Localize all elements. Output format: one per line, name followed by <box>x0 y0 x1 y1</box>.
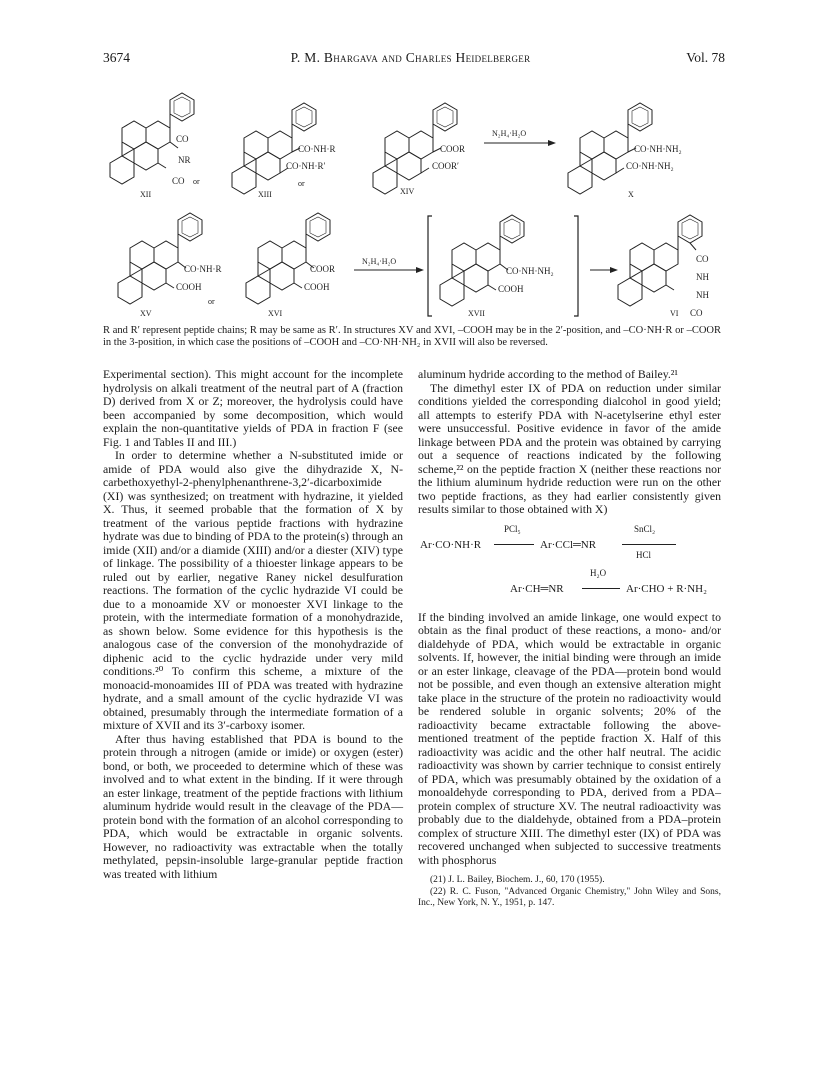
structure-XVII-group-1: CO·NH·NH₂ <box>506 266 554 276</box>
structure-XVII-group-2: COOH <box>498 284 524 294</box>
left-paragraph-2: In order to determine whether a N-substituted imide or amide of PDA would also give the dihydrazide X, N-carbethoxyethyl-2-phenylphenanthrene-3,2′-dicarboximide (XI) was synthesized; on treatment with hydrazine, it yielded X. Thus, it seemed probable that the formation of X by treatment of the various peptide fractions with hydrazine hydrate was due to binding of PDA to the protein(s) through an imide (XII) and/or a diamide (XIII) and/or a diester (XIV) type of linkage. The possibility of a thioester linkage appears to be ruled out by earlier, negative Raney nickel desulfuration reactions. The formation of the cyclic hydrazide VI could be due to a monoamide XV or monoester XVI linkage to the protein, with the intermediate formation of a monohydrazide, as shown below. Some evidence for this hypothesis is the analogous case of the conversion of the monohydrazide of diphenic acid to the cyclic hydrazide under very mild conditions.²⁰ To confirm this scheme, a mixture of the monoacid-monoamides III of PDA was treated with hydrazine hydrate, and a small amount of the cyclic hydrazide VI was obtained, presumably through the intermediate formation of a mixture of XVII and its 3′-carboxy isomer. <box>103 448 403 732</box>
structure-XIV-group-1: COOR <box>440 144 466 154</box>
structure-XV-group-1: CO·NH·R <box>184 264 222 274</box>
structure-XII-or: or <box>193 177 200 186</box>
structure-X-group-1: CO·NH·NH₂ <box>634 144 682 154</box>
scheme-reagent-hcl: HCl <box>636 549 652 560</box>
volume-number: Vol. 78 <box>686 50 725 65</box>
structure-XIII-group-2: CO·NH·R′ <box>286 161 326 171</box>
structure-XIV-group-2: COOR′ <box>432 161 459 171</box>
structure-XII-label: XII <box>140 190 152 199</box>
scheme-products: Ar·CHO + R·NH₂ <box>626 582 707 595</box>
scheme-reagent-water: H₂O <box>590 567 607 578</box>
scheme-reagent-pcl5: PCl₅ <box>504 523 521 534</box>
reaction-arrowhead-3 <box>610 267 618 273</box>
page-number: 3674 <box>103 50 130 65</box>
reaction-arrowhead-2 <box>416 267 424 273</box>
structure-VI-label: VI <box>670 309 679 318</box>
structure-XVI-group-1: COOR <box>310 264 336 274</box>
structure-XVI-group-2: COOH <box>304 282 330 292</box>
structure-XII-group-1: CO <box>176 134 189 144</box>
structure-VI-group-2: NH <box>696 272 709 282</box>
left-paragraph-3: After thus having established that PDA is bound to the protein through a nitrogen (amide or imide) or oxygen (ester) bond, or both, we proceeded to determine which of these was involved and to what extent in the binding. If it were through an ester linkage, treatment of the peptide fractions with lithium aluminum hydride would result in the cleavage of the PDA—protein bond with the formation of an alcohol corresponding to PDA, which would be extractable in organic solvents. However, no radioactivity was extractable when the totally methylated, pepsin-insoluble large-granular peptide fraction was treated with lithium <box>103 731 403 881</box>
reaction-scheme <box>418 519 721 609</box>
bracket-left <box>428 216 432 316</box>
structure-XV-group-2: COOH <box>176 282 202 292</box>
scheme-amide: Ar·CO·NH·R <box>420 538 482 551</box>
structure-XV-or: or <box>208 297 215 306</box>
structure-VI-group-1: CO <box>696 254 709 264</box>
left-paragraph-1: Experimental section). This might account for the incomplete hydrolysis on alkali treatment of the neutral part of A (fraction D) derived from X or Z; moreover, the hydrolysis could have been accompanied by some decomposition, which would explain the non-quantitative yields of PDA in fraction F (see Fig. 1 and Tables II and III.) <box>103 367 403 449</box>
structure-XVI-label: XVI <box>268 309 283 318</box>
footnotes <box>418 875 721 910</box>
structure-XII-group-2: NR <box>178 155 191 165</box>
structure-XIV-label: XIV <box>400 187 415 196</box>
structure-XII-group-3: CO <box>172 176 185 186</box>
scheme-imine: Ar·CH═NR <box>510 582 564 595</box>
structure-VI-group-4: CO <box>690 308 703 318</box>
right-column <box>418 368 721 910</box>
structure-X-label: X <box>628 190 634 199</box>
footnote-21: (21) J. L. Bailey, Biochem. J., 60, 170 (1955). <box>430 875 605 885</box>
figure-caption: R and R′ represent peptide chains; R may be same as R′. In structures XV and XVI, –COOH may be in the 2′-position, and –CO·NH·R or –COOR in the 3-position, in which case the positions of –COOH and –CO·NH·NH₂ in XVII will also be reversed. <box>103 325 721 348</box>
scheme-arrow-2 <box>622 544 676 545</box>
structure-XIII-label: XIII <box>258 190 272 199</box>
reagent-hydrazine-1: N₂H₄·H₂O <box>492 129 527 138</box>
reaction-arrowhead-1 <box>548 140 556 146</box>
bracket-right <box>574 216 578 316</box>
chemical-structures-figure <box>0 0 821 325</box>
footnote-22: (22) R. C. Fuson, "Advanced Organic Chemistry," John Wiley and Sons, Inc., New York, N. Y., 1951, p. 147. <box>418 886 721 908</box>
right-paragraph-2: The dimethyl ester IX of PDA on reduction under similar conditions yielded the corresponding dialcohol in good yield; all attempts to esterify PDA with N-acetylserine ethyl ester were unsuccessful. Positive evidence in favor of the amide linkage between PDA and the protein was obtained by carrying out a sequence of reactions indicated by the following scheme,²² on the peptide fraction X (neither these reactions nor the lithium aluminum hydride reduction were run on the other two peptide fractions, as they had earlier consistently given results similar to those obtained with X) <box>418 380 721 516</box>
structure-XIII-or: or <box>298 179 305 188</box>
scheme-arrow-1 <box>494 544 534 545</box>
structure-VI <box>618 215 702 306</box>
running-head-authors: P. M. Bhargava and Charles Heidelberger <box>290 50 531 65</box>
scheme-arrow-3 <box>582 588 620 589</box>
structure-X-group-2: CO·NH·NH₂ <box>626 161 674 171</box>
structure-XVII-label: XVII <box>468 309 485 318</box>
scheme-reagent-sncl2: SnCl₂ <box>634 523 656 534</box>
right-paragraph-3: If the binding involved an amide linkage, one would expect to obtain as the final product of these reactions, a mono- and/or dialdehyde of PDA, which would be extractable in organic solvents. If, however, the initial binding were through an imide or an ester linkage, cleavage of the PDA—protein bond would not be possible, and even though an extensive alteration might take place in the structure of the protein no radioactivity would be rendered soluble in organic solvents; 20% of the radioactivity became extractable following the above-mentioned treatment of the peptide fraction X. Half of this radioactivity was acidic and the other half neutral. The acidic radioactivity was shown by carrier technique to consist entirely of PDA, which was presumably obtained by the oxidation of a monoaldehyde corresponding to PDA, derived from a PDA–protein complex of structure XV. The neutral radioactivity was probably due to the dialdehyde, obtained from a PDA–protein complex of structure XIII. The dimethyl ester (IX) of PDA was recovered unchanged when subjected to successive treatments with phosphorus <box>418 609 721 867</box>
reagent-hydrazine-2: N₂H₄·H₂O <box>362 257 397 266</box>
structure-VI-group-3: NH <box>696 290 709 300</box>
right-paragraph-1: aluminum hydride according to the method of Bailey.²¹ <box>418 367 678 381</box>
left-column <box>103 368 403 881</box>
scheme-imidoyl-chloride: Ar·CCl═NR <box>540 538 597 551</box>
structure-XV-label: XV <box>140 309 152 318</box>
structure-XIII-group-1: CO·NH·R <box>298 144 336 154</box>
